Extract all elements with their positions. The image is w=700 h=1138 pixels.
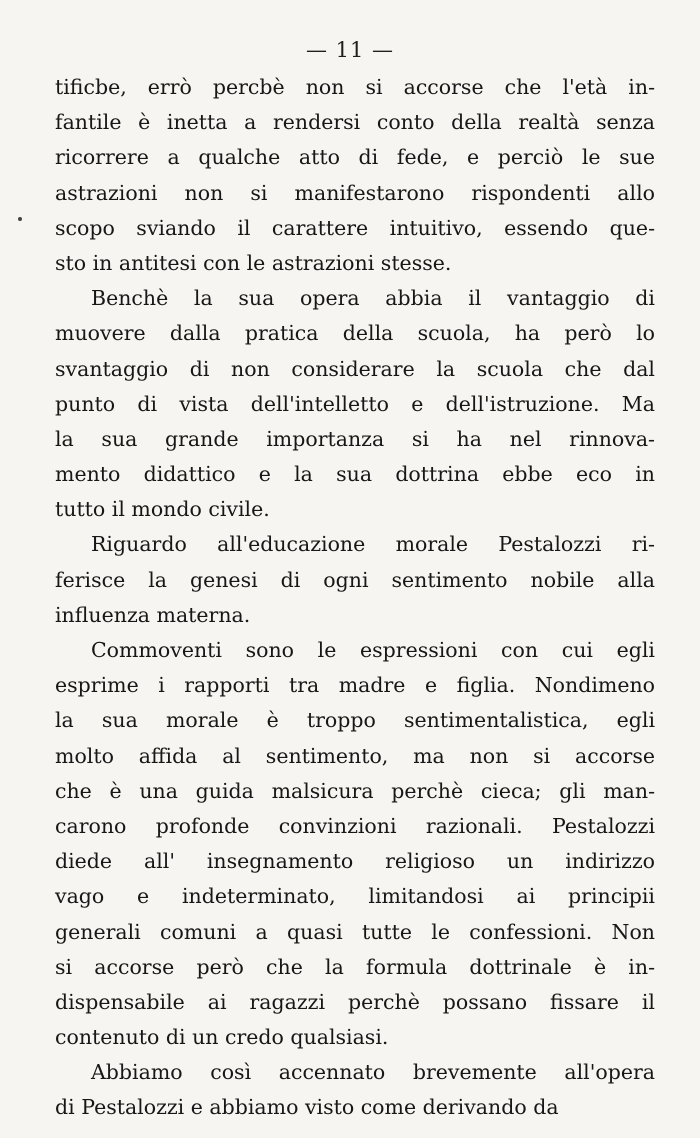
text-line: dispensabile ai ragazzi perchè possano fissare il (55, 989, 655, 1014)
text-line: punto di vista dell'intelletto e dell'istruzione. Ma (55, 391, 655, 416)
text-line: contenuto di un credo qualsiasi. (55, 1025, 389, 1050)
text-line: molto affida al sentimento, ma non si accorse (55, 743, 655, 768)
text-line: Riguardo all'educazione morale Pestalozzi ri- (91, 532, 655, 557)
text-line: vago e indeterminato, limitandosi ai principii (55, 884, 655, 909)
text-line: esprime i rapporti tra madre e figlia. Nondimeno (55, 673, 655, 698)
text-line: astrazioni non si manifestarono rispondenti allo (55, 180, 655, 205)
paragraph (55, 527, 655, 633)
text-line: tutto il mondo civile. (55, 497, 270, 522)
body-text (55, 70, 655, 1126)
paragraph (55, 70, 655, 281)
paragraph (55, 281, 655, 527)
text-line: muovere dalla pratica della scuola, ha però lo (55, 321, 655, 346)
text-line: fantile è inetta a rendersi conto della realtà senza (55, 110, 655, 135)
text-line: sto in antitesi con le astrazioni stesse. (55, 250, 452, 275)
text-line: la sua grande importanza si ha nel rinnova- (55, 426, 655, 451)
text-line: mento didattico e la sua dottrina ebbe eco in (55, 462, 655, 487)
paragraph (55, 633, 655, 1055)
text-line: influenza materna. (55, 602, 251, 627)
text-line: diede all' insegnamento religioso un indirizzo (55, 849, 655, 874)
text-line: Abbiamo così accennato brevemente all'opera (91, 1060, 655, 1085)
text-line: Benchè la sua opera abbia il vantaggio di (91, 286, 655, 311)
text-line: ferisce la genesi di ogni sentimento nobile alla (55, 567, 655, 592)
page-number: — 11 — (305, 38, 395, 62)
text-line: di Pestalozzi e abbiamo visto come derivando da (55, 1095, 559, 1120)
text-line: carono profonde convinzioni razionali. Pestalozzi (55, 813, 655, 838)
margin-speck (18, 217, 22, 221)
text-line: tificbe, errò percbè non si accorse che l'età in- (55, 75, 655, 99)
text-line: generali comuni a quasi tutte le confessioni. Non (55, 919, 655, 944)
paragraph (55, 1055, 655, 1125)
text-line: ricorrere a qualche atto di fede, e perciò le sue (55, 145, 655, 170)
text-line: Commoventi sono le espressioni con cui egli (91, 638, 655, 662)
text-line: scopo sviando il carattere intuitivo, essendo que- (55, 215, 655, 240)
text-line: si accorse però che la formula dottrinale è in- (55, 954, 655, 979)
text-line: svantaggio di non considerare la scuola che dal (55, 356, 655, 381)
text-line: che è una guida malsicura perchè cieca; gli man- (55, 778, 655, 803)
text-line: la sua morale è troppo sentimentalistica, egli (55, 708, 655, 733)
